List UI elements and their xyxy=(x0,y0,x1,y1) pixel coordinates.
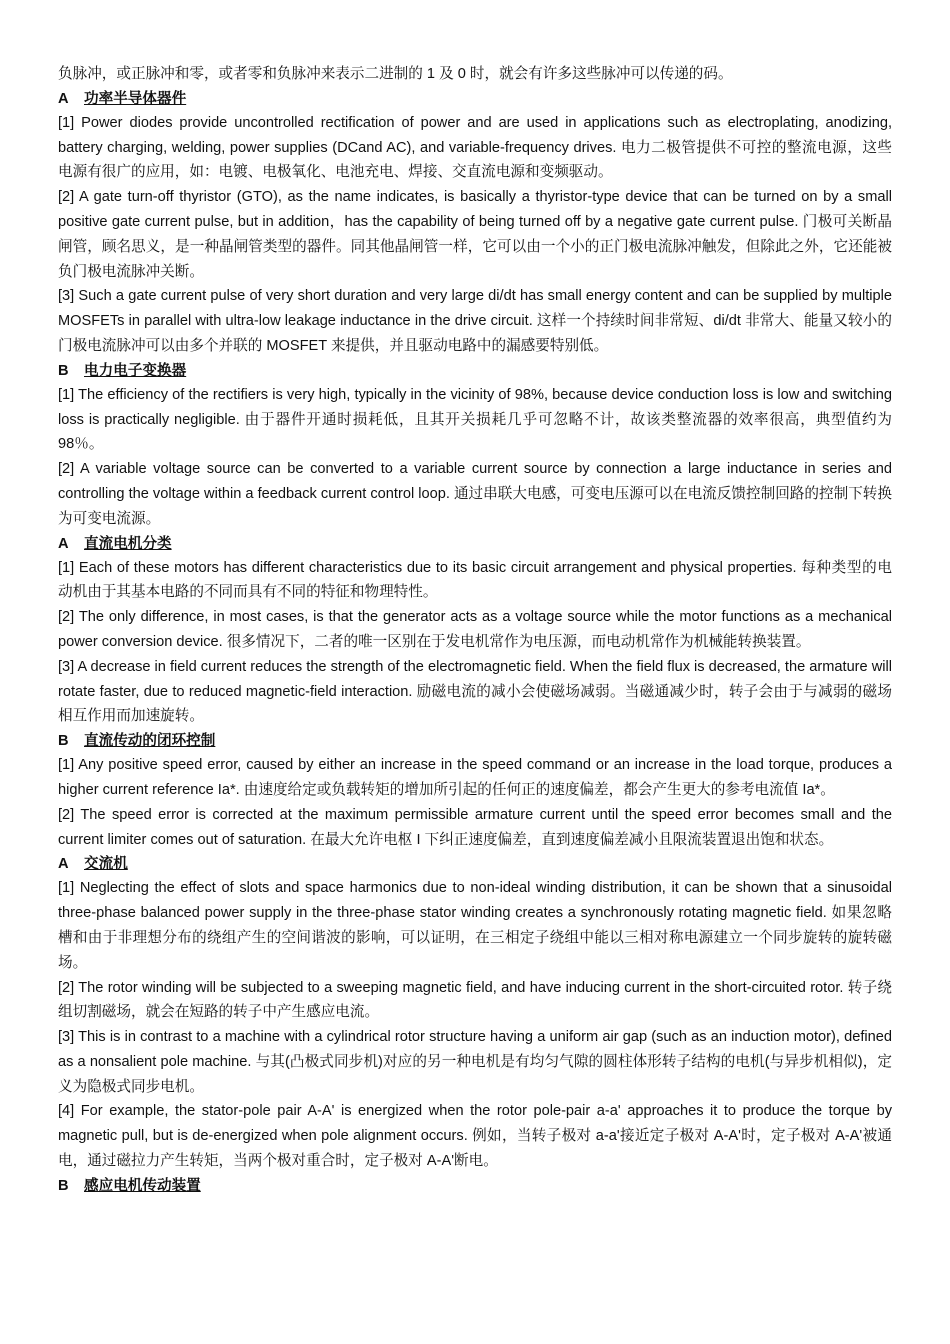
section-heading xyxy=(58,1174,892,1198)
section-heading xyxy=(58,852,892,876)
section-title: 交流机 xyxy=(84,856,128,873)
section-letter: A xyxy=(58,535,69,552)
paragraph: [1] Any positive speed error, caused by either an increase in the speed command or an increase in the load torque, produces a higher current reference Ia*. 由速度给定或负载转矩的增加所引起的任何正的速度偏差，都会产生更大的参考电流值 Ia*。 xyxy=(58,757,892,798)
paragraph: [4] For example, the stator-pole pair A-A' is energized when the rotor pole-pair a-a' approaches it to produce the torque by magnetic pull, but is de-energized when pole alignment occurs. 例如，当转子极对 a-a'接近定子极对 A-A'时，定子极对 A-A'被通电，通过磁拉力产生转矩，当两个极对重合时，定子极对 A-A'断电。 xyxy=(58,1103,892,1170)
section-title: 电力电子变换器 xyxy=(84,362,187,379)
section-title: 感应电机传动装置 xyxy=(84,1177,201,1194)
paragraph: 负脉冲，或正脉冲和零，或者零和负脉冲来表示二进制的 1 及 0 时，就会有许多这些脉冲可以传递的码。 xyxy=(58,66,733,82)
section-title: 直流传动的闭环控制 xyxy=(84,733,216,750)
section-letter: A xyxy=(58,856,69,873)
paragraph: [2] The speed error is corrected at the maximum permissible armature current until the speed error becomes small and the current limiter comes out of saturation. 在最大允许电枢 I 下纠正速度偏差，直到速度偏差减小且限流装置退出饱和状态。 xyxy=(58,806,892,848)
paragraph: [1] The efficiency of the rectifiers is very high, typically in the vicinity of 98%, because device conduction loss is low and switching loss is practically negligible. 由于器件开通时损耗低，且其开关损耗几乎可忽略不计，故该类整流器的效率很高，典型值约为 98％。 xyxy=(58,386,892,453)
section-letter: A xyxy=(58,90,69,107)
section-heading xyxy=(58,729,892,753)
paragraph: [2] A variable voltage source can be converted to a variable current source by connection a large inductance in series and controlling the voltage within a feedback current control loop. 通过串联大电感，可变电压源可以在电流反馈控制回路的控制下转换为可变电流源。 xyxy=(58,461,892,527)
paragraph: [3] A decrease in field current reduces the strength of the electromagnetic field. When the field flux is decreased, the armature will rotate faster, due to reduced magnetic-field interaction. 励磁电流的减小会使磁场减弱。当磁通减少时，转子会由于与减弱的磁场相互作用而加速旋转。 xyxy=(58,658,892,725)
section-letter: B xyxy=(58,1177,69,1194)
section-heading xyxy=(58,359,892,383)
paragraph: [3] Such a gate current pulse of very short duration and very large di/dt has small energy content and can be supplied by multiple MOSFETs in parallel with ultra-low leakage inductance in the drive circuit. 这样一个持续时间非常短、di/dt 非常大、能量又较小的门极电流脉冲可以由多个并联的 MOSFET 来提供，并且驱动电路中的漏感要特别低。 xyxy=(58,288,892,354)
section-heading xyxy=(58,532,892,556)
section-heading xyxy=(58,87,892,111)
paragraph: [2] The rotor winding will be subjected to a sweeping magnetic field, and have inducing current in the short-circuited rotor. 转子绕组切割磁场，就会在短路的转子中产生感应电流。 xyxy=(58,979,892,1021)
section-letter: B xyxy=(58,362,69,379)
paragraph: [2] A gate turn-off thyristor (GTO), as the name indicates, is basically a thyristor-type device that can be turned on by a small positive gate current pulse, but in addition，has the capability of being turned off by a negative gate current pulse. 门极可关断晶闸管，顾名思义，是一种晶闸管类型的器件。同其他晶闸管一样，它可以由一个小的正门极电流脉冲触发，但除此之外，它还能被负门极电流脉冲关断。 xyxy=(58,189,892,280)
section-title: 直流电机分类 xyxy=(84,535,172,552)
section-title: 功率半导体器件 xyxy=(84,90,187,107)
paragraph: [1] Each of these motors has different characteristics due to its basic circuit arrangement and physical properties. 每种类型的电动机由于其基本电路的不同而具有不同的特征和物理特性。 xyxy=(58,559,892,601)
paragraph: [2] The only difference, in most cases, is that the generator acts as a voltage source while the motor functions as a mechanical power conversion device. 很多情况下，二者的唯一区别在于发电机常作为电压源，而电动机常作为机械能转换装置。 xyxy=(58,609,892,650)
paragraph: [3] This is in contrast to a machine with a cylindrical rotor structure having a uniform air gap (such as an induction motor), defined as a nonsalient pole machine. 与其(凸极式同步机)对应的另一种电机是有均匀气隙的圆柱体形转子结构的电机(与异步机相似)，定义为隐极式同步电机。 xyxy=(58,1029,892,1095)
paragraph: [1] Neglecting the effect of slots and space harmonics due to non-ideal winding distribution, it can be shown that a sinusoidal three-phase balanced power supply in the three-phase stator winding creates a synchronously rotating magnetic field. 如果忽略槽和由于非理想分布的绕组产生的空间谐波的影响，可以证明，在三相定子绕组中能以三相对称电源建立一个同步旋转的旋转磁场。 xyxy=(58,880,892,971)
paragraph: [1] Power diodes provide uncontrolled rectification of power and are used in applications such as electroplating, anodizing, battery charging, welding, power supplies (DCand AC), and variable-frequency drives. 电力二极管提供不可控的整流电源，这些电源有很广的应用，如：电镀、电极氧化、电池充电、焊接、交直流电源和变频驱动。 xyxy=(58,114,892,181)
section-letter: B xyxy=(58,733,69,750)
